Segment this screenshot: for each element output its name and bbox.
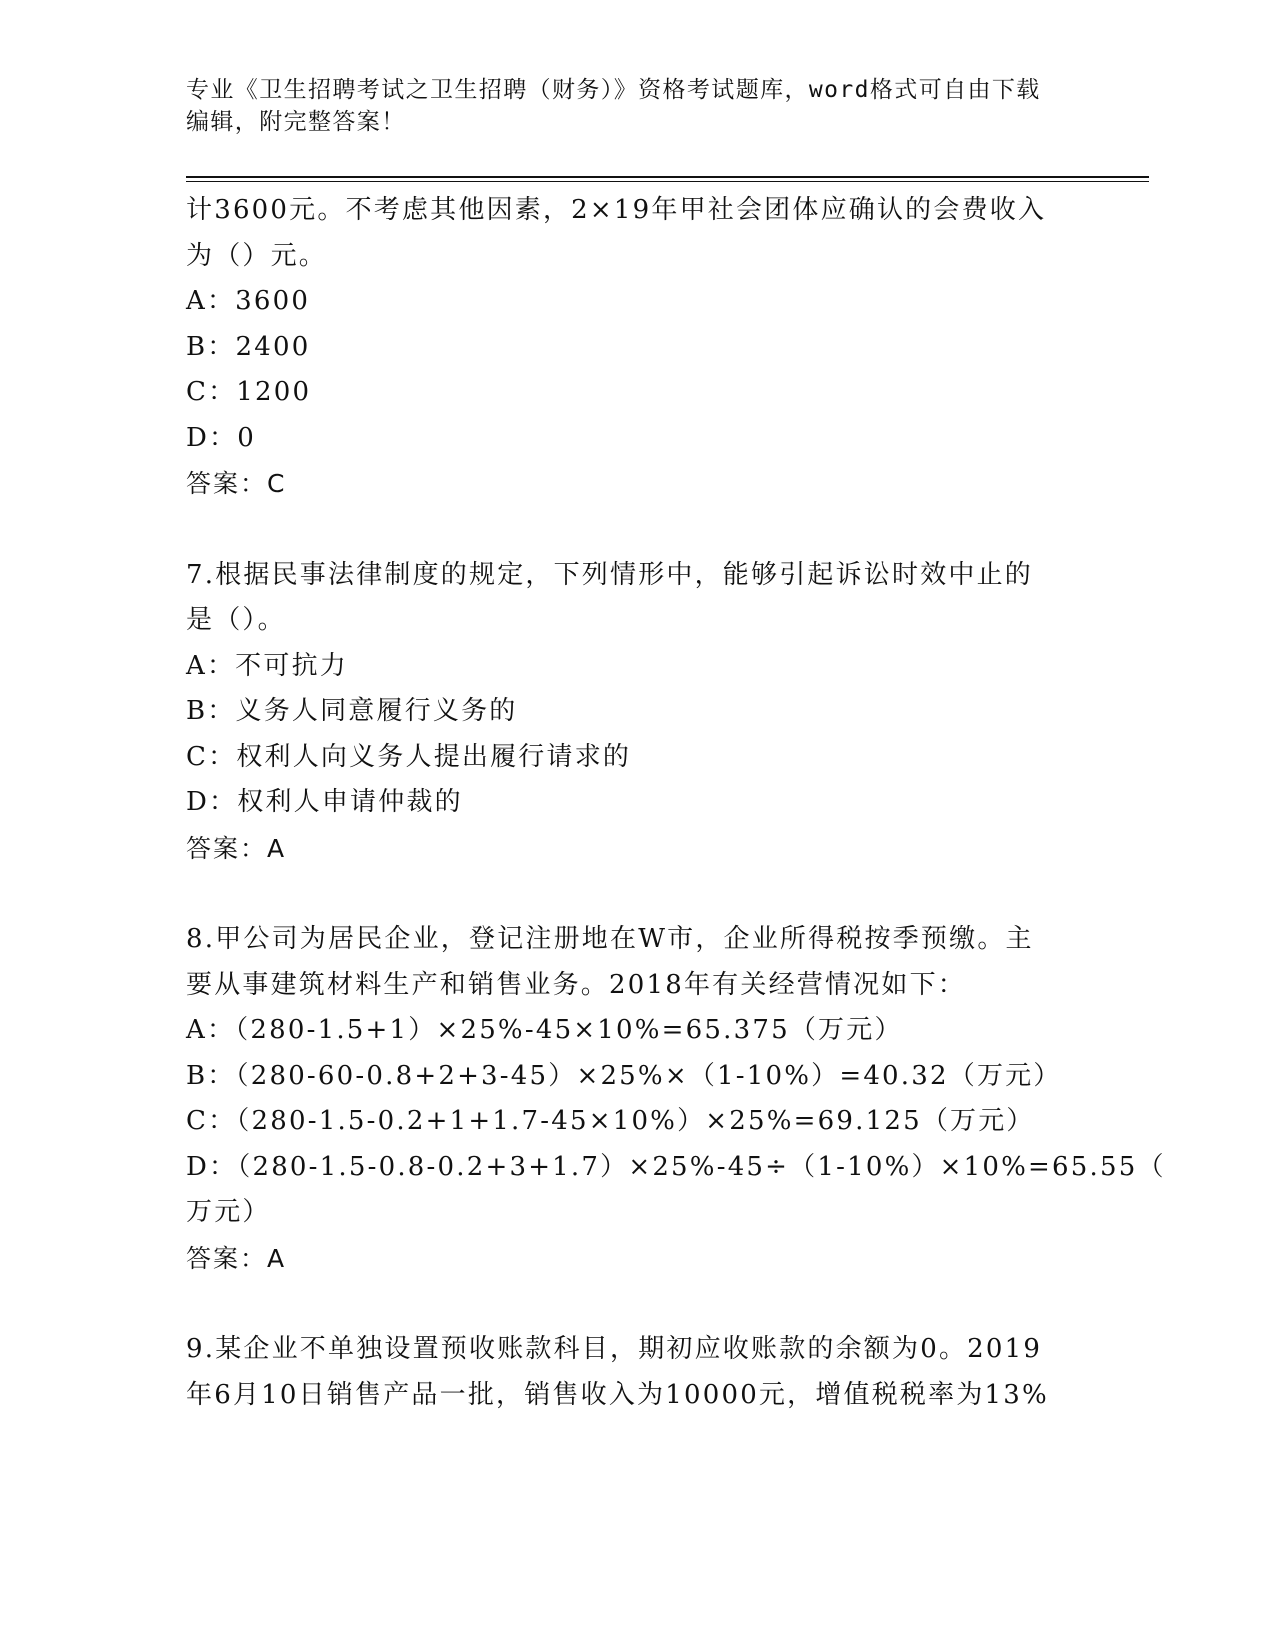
answer-line: 答案：A [186,833,287,863]
option-c: C：（280-1.5-0.2+1+1.7-45×10%）×25%=69.125（万元） [186,1106,1035,1136]
header-title-line1: 专业《卫生招聘考试之卫生招聘（财务）》资格考试题库，word格式可自由下载 [186,77,1041,103]
header-divider-thin [186,181,1149,182]
option-b: B：义务人同意履行义务的 [186,696,518,726]
option-d-continued: 万元） [186,1197,271,1227]
question-text: 7.根据民事法律制度的规定，下列情形中，能够引起诉讼时效中止的 [186,559,1034,590]
option-c: C：1200 [186,377,312,407]
option-b: B：（280-60-0.8+2+3-45）×25%×（1-10%）=40.32（万元） [186,1060,1062,1091]
header-divider-thick [186,176,1149,178]
question-text: 是（）。 [186,605,286,635]
option-b: B：2400 [186,331,311,362]
option-a: A：3600 [186,286,311,316]
option-c: C：权利人向义务人提出履行请求的 [186,741,632,772]
question-text: 要从事建筑材料生产和销售业务。2018年有关经营情况如下： [186,969,966,1000]
answer-line: 答案：C [186,469,287,498]
option-d: D：权利人申请仲裁的 [186,787,463,817]
option-a: A：不可抗力 [186,650,348,681]
question-text: 8.甲公司为居民企业，登记注册地在W市，企业所得税按季预缴。主 [186,924,1034,954]
question-6 [186,188,1066,507]
question-text: 年6月10日销售产品一批，销售收入为10000元，增值税税率为13% [186,1379,1049,1410]
answer-line: 答案：A [186,1243,287,1273]
question-9 [186,1327,1066,1418]
option-d: D：0 [186,422,256,453]
option-d: D：（280-1.5-0.8-0.2+3+1.7）×25%-45÷（1-10%）×10%=65.55（ [186,1151,1166,1182]
question-text: 计3600元。不考虑其他因素，2×19年甲社会团体应确认的会费收入 [186,195,1047,225]
question-7 [186,553,1066,872]
document-body [186,188,1166,1418]
question-text: 9.某企业不单独设置预收账款科目，期初应收账款的余额为0。2019 [186,1334,1043,1364]
document-header [186,74,1066,138]
question-text: 为（）元。 [186,240,328,271]
header-title-line2: 编辑，附完整答案！ [186,109,406,135]
option-a: A：（280-1.5+1）×25%-45×10%=65.375（万元） [186,1015,903,1045]
question-8 [186,917,1166,1281]
